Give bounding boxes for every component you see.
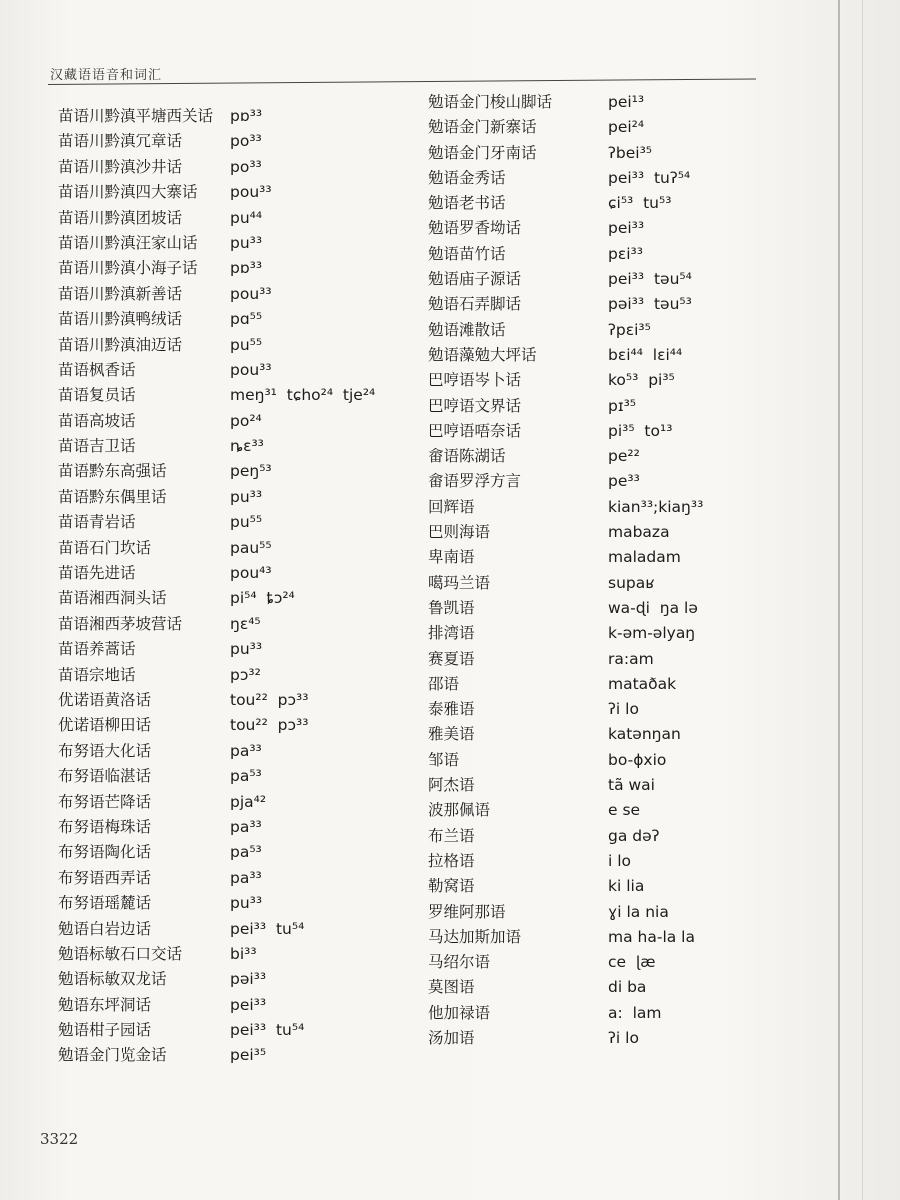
phonetic-form: pe³³ (608, 472, 640, 491)
phonetic-form: pei³³ tu⁵⁴ (230, 1021, 305, 1040)
phonetic-form: pei³³ tuʔ⁵⁴ (608, 168, 691, 187)
phonetic-form: pei¹³ (608, 93, 645, 111)
phonetic-form: pɑ⁵⁵ (230, 310, 263, 329)
phonetic-form: peŋ⁵³ (230, 462, 272, 481)
language-name: 勉语石弄脚话 (428, 295, 522, 314)
language-name: 苗语川黔滇沙井话 (58, 157, 183, 176)
language-name: 苗语枫香话 (58, 360, 136, 379)
language-name: 拉格语 (428, 851, 475, 870)
phonetic-form: pe²² (608, 447, 640, 466)
phonetic-form: tou²² pɔ³³ (230, 716, 309, 735)
language-name: 布努语陶化话 (58, 843, 152, 862)
language-name: 苗语川黔滇小海子话 (58, 259, 198, 278)
phonetic-form: pəi³³ (230, 970, 267, 989)
language-name: 勉语标敏石口交话 (58, 944, 183, 963)
language-name: 布努语梅珠话 (58, 817, 152, 836)
language-name: 畲语陈湖话 (428, 447, 506, 466)
language-name: 勉语东坪洞话 (58, 995, 152, 1014)
phonetic-form: pi⁵⁴ ȶɔ²⁴ (230, 589, 295, 608)
language-name: 泰雅语 (428, 700, 475, 719)
language-name: 布努语芒降话 (58, 792, 152, 811)
language-name: 苗语川黔滇新善话 (58, 284, 183, 303)
phonetic-form: ŋɛ⁴⁵ (230, 614, 261, 633)
phonetic-form: ʔpɛi³⁵ (608, 320, 651, 339)
language-name: 勉语白岩边话 (58, 919, 152, 938)
phonetic-form: pɒ³³ (230, 259, 263, 278)
phonetic-form: pa⁵³ (230, 843, 262, 862)
language-name: 勉语苗竹话 (428, 244, 506, 263)
phonetic-form: pou³³ (230, 284, 272, 303)
phonetic-form: ga dəʔ (608, 826, 660, 845)
phonetic-form: pja⁴² (230, 792, 267, 811)
phonetic-form: bɛi⁴⁴ lɛi⁴⁴ (608, 345, 683, 364)
running-title: 汉藏语语音和词汇 (50, 68, 163, 83)
phonetic-form: pei³³ təu⁵⁴ (608, 270, 692, 289)
language-name: 邵语 (428, 674, 460, 693)
phonetic-form: supaʁ (608, 573, 655, 592)
phonetic-form: pu⁵⁵ (230, 335, 263, 354)
phonetic-form: bi³³ (230, 944, 257, 963)
language-name: 勉语金门牙南话 (428, 143, 537, 162)
phonetic-form: pa³³ (230, 868, 262, 887)
phonetic-form: bo-ɸxio (608, 750, 667, 769)
language-name: 布兰语 (428, 826, 475, 845)
phonetic-form: ki lia (608, 877, 645, 896)
phonetic-form: pei³³ (230, 995, 267, 1014)
phonetic-form: tã wai (608, 776, 655, 795)
language-name: 赛夏语 (428, 649, 475, 668)
phonetic-form: meŋ³¹ tɕho²⁴ tje²⁴ (230, 386, 376, 405)
phonetic-form: e se (608, 801, 641, 820)
phonetic-form: ma ha-la la (608, 927, 695, 946)
language-name: 苗语川黔滇冗章话 (58, 132, 183, 151)
language-name: 排湾语 (428, 624, 475, 643)
language-name: 雅美语 (428, 725, 475, 744)
phonetic-form: pəi³³ təu⁵³ (608, 295, 692, 314)
phonetic-form: po²⁴ (230, 411, 262, 430)
phonetic-form: mataðak (608, 674, 677, 693)
language-name: 苗语先进话 (58, 564, 136, 583)
language-name: 勉语罗香坳话 (428, 219, 522, 238)
phonetic-form: kian³³;kiaŋ³³ (608, 497, 704, 516)
language-name: 巴则海语 (428, 523, 491, 542)
phonetic-form: wa-ɖi ŋa lə (608, 598, 698, 617)
language-name: 苗语川黔滇四大寨话 (58, 183, 198, 202)
phonetic-form: pu³³ (230, 640, 263, 659)
language-name: 巴哼语岑卜话 (428, 371, 522, 390)
language-name: 优诺语柳田话 (58, 716, 152, 735)
language-name: 苗语川黔滇鸭绒话 (58, 310, 183, 329)
phonetic-form: pi³⁵ to¹³ (608, 421, 673, 440)
language-name: 勉语金门览金话 (58, 1046, 167, 1065)
phonetic-form: tou²² pɔ³³ (230, 690, 309, 709)
language-name: 巴哼语唔奈话 (428, 421, 522, 440)
phonetic-form: pɔ³² (230, 665, 261, 684)
language-name: 苗语川黔滇平塘西关话 (58, 107, 214, 125)
phonetic-form: i lo (608, 851, 632, 870)
language-name: 马绍尔语 (428, 953, 491, 972)
phonetic-form: ko⁵³ pi³⁵ (608, 371, 675, 390)
phonetic-form: po³³ (230, 157, 262, 176)
phonetic-form: pou⁴³ (230, 564, 272, 583)
language-name: 苗语湘西洞头话 (58, 589, 167, 608)
phonetic-form: pu⁵⁵ (230, 513, 263, 532)
phonetic-form: pei³³ (608, 219, 645, 238)
language-name: 回辉语 (428, 497, 475, 516)
language-name: 勉语标敏双龙话 (58, 970, 167, 989)
phonetic-form: pau⁵⁵ (230, 538, 272, 557)
phonetic-form: maladam (608, 548, 681, 567)
phonetic-form: pei³⁵ (230, 1046, 267, 1065)
language-name: 布努语西弄话 (58, 868, 152, 887)
phonetic-form: pa³³ (230, 817, 262, 836)
language-name: 优诺语黄洛话 (58, 690, 152, 709)
phonetic-form: pu³³ (230, 233, 263, 252)
language-name: 苗语宗地话 (58, 665, 136, 684)
language-name: 苗语青岩话 (58, 513, 136, 532)
language-name: 勉语老书话 (428, 194, 506, 213)
language-name: 勒窝语 (428, 877, 475, 896)
language-name: 波那佩语 (428, 801, 491, 820)
phonetic-form: pei³³ tu⁵⁴ (230, 919, 305, 938)
language-name: 勉语庙子源话 (428, 270, 522, 289)
phonetic-form: pɒ³³ (230, 107, 263, 125)
phonetic-form: ȵɛ³³ (230, 437, 264, 456)
language-name: 苗语复员话 (58, 386, 136, 405)
language-name: 布努语瑶麓话 (58, 894, 152, 913)
phonetic-form: pou³³ (230, 183, 272, 202)
page-edge-line (862, 0, 863, 1200)
language-name: 苗语黔东偶里话 (58, 487, 167, 506)
language-name: 畲语罗浮方言 (428, 472, 522, 491)
phonetic-form: a: lam (608, 1003, 662, 1022)
phonetic-form: ɕi⁵³ tu⁵³ (608, 194, 672, 213)
phonetic-form: ɣi la nia (608, 902, 669, 921)
language-name: 阿杰语 (428, 776, 475, 795)
language-name: 布努语临湛话 (58, 767, 152, 786)
phonetic-form: ra:am (608, 649, 654, 668)
language-name: 噶玛兰语 (428, 573, 491, 592)
page-number: 3322 (40, 1130, 79, 1148)
language-name: 苗语高坡话 (58, 411, 136, 430)
language-name: 马达加斯加语 (428, 927, 522, 946)
phonetic-form: pou³³ (230, 360, 272, 379)
language-name: 勉语滩散话 (428, 320, 506, 339)
language-name: 勉语藻勉大坪话 (428, 345, 537, 364)
language-name: 布努语大化话 (58, 741, 152, 760)
language-name: 苗语川黔滇团坡话 (58, 208, 183, 227)
language-name: 苗语川黔滇汪家山话 (58, 233, 198, 252)
phonetic-form: katənŋan (608, 725, 681, 744)
language-name: 勉语柑子园话 (58, 1021, 152, 1040)
language-name: 邹语 (428, 750, 460, 769)
language-name: 巴哼语文界话 (428, 396, 522, 415)
language-name: 苗语吉卫话 (58, 437, 136, 456)
phonetic-form: ce ɭæ (608, 953, 656, 972)
phonetic-form: mabaza (608, 523, 670, 542)
phonetic-form: ʔbei³⁵ (608, 143, 653, 162)
language-name: 苗语湘西茅坡营话 (58, 614, 183, 633)
phonetic-form: pɪ³⁵ (608, 396, 637, 415)
language-name: 苗语石门坎话 (58, 538, 152, 557)
phonetic-form: pɛi³³ (608, 244, 643, 263)
phonetic-form: k-əm-əlyaŋ (608, 624, 696, 643)
language-name: 他加禄语 (428, 1003, 491, 1022)
language-name: 汤加语 (428, 1028, 475, 1047)
phonetic-form: pa³³ (230, 741, 262, 760)
language-name: 勉语金门新寨话 (428, 118, 537, 137)
language-name: 苗语川黔滇油迈话 (58, 335, 183, 354)
phonetic-form: po³³ (230, 132, 262, 151)
language-name: 罗维阿那语 (428, 902, 506, 921)
language-name: 鲁凯语 (428, 598, 475, 617)
language-name: 莫图语 (428, 978, 475, 997)
phonetic-form: pa⁵³ (230, 767, 262, 786)
language-name: 勉语金门梭山脚话 (428, 93, 553, 111)
language-name: 卑南语 (428, 548, 475, 567)
phonetic-form: pu³³ (230, 894, 263, 913)
phonetic-form: di ba (608, 978, 647, 997)
phonetic-form: ʔi lo (608, 1028, 639, 1047)
language-name: 勉语金秀话 (428, 168, 506, 187)
phonetic-form: pei²⁴ (608, 118, 645, 137)
language-name: 苗语黔东高强话 (58, 462, 167, 481)
language-name: 苗语养蒿话 (58, 640, 136, 659)
phonetic-form: pu³³ (230, 487, 263, 506)
phonetic-form: ʔi lo (608, 700, 639, 719)
page-gutter-line (838, 0, 840, 1200)
phonetic-form: pu⁴⁴ (230, 208, 263, 227)
